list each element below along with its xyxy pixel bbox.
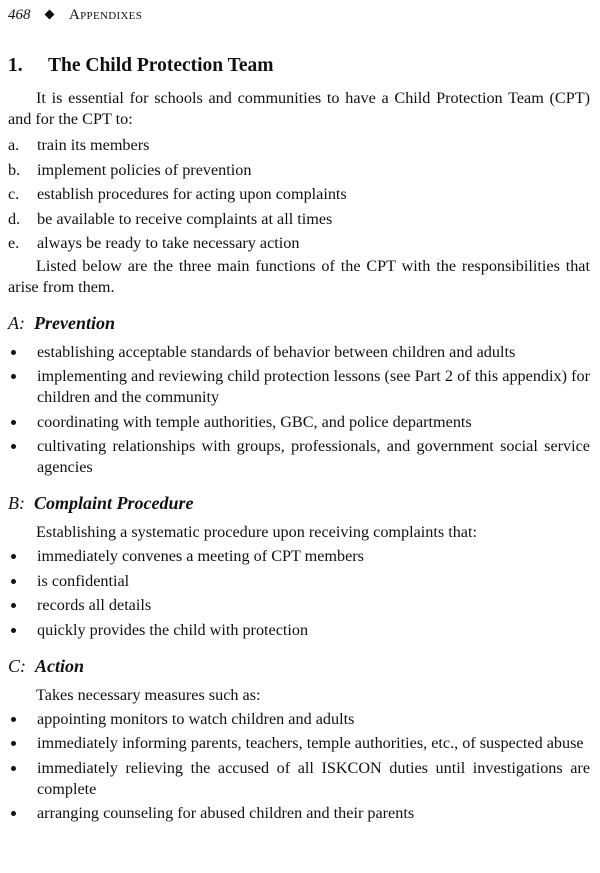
section-title-text: The Child Protection Team [48, 55, 274, 76]
subsection-heading-action [8, 655, 590, 677]
list-item-text: immediately informing parents, teachers, temple authorities, etc., of suspected abuse [37, 734, 584, 752]
list-marker: b. [8, 160, 21, 179]
bullet-icon [8, 709, 37, 730]
subsection-title: Action [35, 655, 85, 676]
prevention-list [8, 342, 590, 479]
action-list [8, 709, 590, 825]
bullet-icon [8, 366, 37, 408]
bullet-icon [8, 571, 37, 592]
intro-paragraph: It is essential for schools and communities to have a Child Protection Team (CPT) and for the CPT to: [8, 89, 590, 128]
subsection-letter: B: [8, 493, 25, 513]
list-marker: d. [8, 209, 21, 228]
list-item [8, 412, 590, 433]
list-item-text: implementing and reviewing child protection lessons (see Part 2 of this appendix) for children and the community [37, 367, 590, 406]
bullet-icon [8, 758, 37, 800]
running-head [8, 4, 590, 26]
complaint-lead: Establishing a systematic procedure upon receiving complaints that: [36, 523, 477, 541]
bullet-icon [8, 620, 37, 641]
section-number: 1. [8, 55, 23, 76]
list-item [8, 620, 590, 641]
bullet-icon [8, 412, 37, 433]
list-item [8, 133, 590, 158]
list-item-text: establish procedures for acting upon complaints [37, 185, 347, 203]
duties-list [8, 133, 590, 256]
bullet-icon [8, 803, 37, 824]
list-item [8, 546, 590, 567]
list-item-text: coordinating with temple authorities, GBC, and police departments [37, 412, 472, 431]
subsection-letter: A: [8, 312, 25, 333]
list-item-text: immediately convenes a meeting of CPT members [37, 547, 364, 565]
list-item-text: establishing acceptable standards of behavior between children and adults [37, 342, 516, 361]
bullet-icon [8, 546, 37, 567]
complaint-list [8, 546, 590, 641]
list-item [8, 758, 590, 800]
bullet-icon [8, 595, 37, 616]
subsection-title: Prevention [34, 312, 115, 333]
list-item-text: train its members [37, 136, 150, 154]
list-item-text: is confidential [37, 571, 130, 590]
list-item [8, 571, 590, 592]
list-item-text: be available to receive complaints at all times [37, 209, 333, 228]
list-item-text: appointing monitors to watch children and adults [37, 709, 355, 728]
bullet-icon [8, 436, 37, 478]
list-item-text: arranging counseling for abused children and their parents [37, 804, 415, 822]
list-item-text: records all details [37, 596, 152, 614]
list-item-text: implement policies of prevention [37, 160, 252, 179]
list-marker: c. [8, 185, 20, 203]
list-item [8, 182, 590, 207]
list-item [8, 436, 590, 478]
running-head-section: Appendixes [69, 7, 143, 23]
list-marker: a. [8, 136, 20, 154]
bullet-icon [8, 342, 37, 363]
list-item-text: immediately relieving the accused of all ISKCON duties until investigations are complete [37, 758, 590, 798]
list-item [8, 158, 590, 183]
list-item [8, 342, 590, 363]
list-item [8, 733, 590, 754]
list-item [8, 366, 590, 408]
section-title [8, 53, 590, 79]
list-item [8, 207, 590, 232]
list-item-text: quickly provides the child with protection [37, 620, 309, 639]
action-lead: Takes necessary measures such as: [36, 685, 261, 704]
subsection-letter: C: [8, 655, 26, 676]
list-item-text: cultivating relationships with groups, professionals, and government social service agencies [37, 437, 590, 476]
functions-intro: Listed below are the three main functions of the CPT with the responsibilities that arise from them. [8, 256, 590, 296]
list-item-text: always be ready to take necessary action [37, 234, 300, 252]
list-item [8, 595, 590, 616]
subsection-heading-complaint-procedure [8, 492, 590, 514]
subsection-title: Complaint Procedure [34, 493, 194, 513]
list-marker: e. [8, 234, 20, 252]
bullet-icon [8, 733, 37, 754]
list-item [8, 803, 590, 824]
diamond-icon [45, 10, 55, 20]
list-item [8, 709, 590, 730]
subsection-heading-prevention [8, 312, 590, 334]
list-item [8, 231, 590, 256]
page-number: 468 [8, 7, 31, 23]
